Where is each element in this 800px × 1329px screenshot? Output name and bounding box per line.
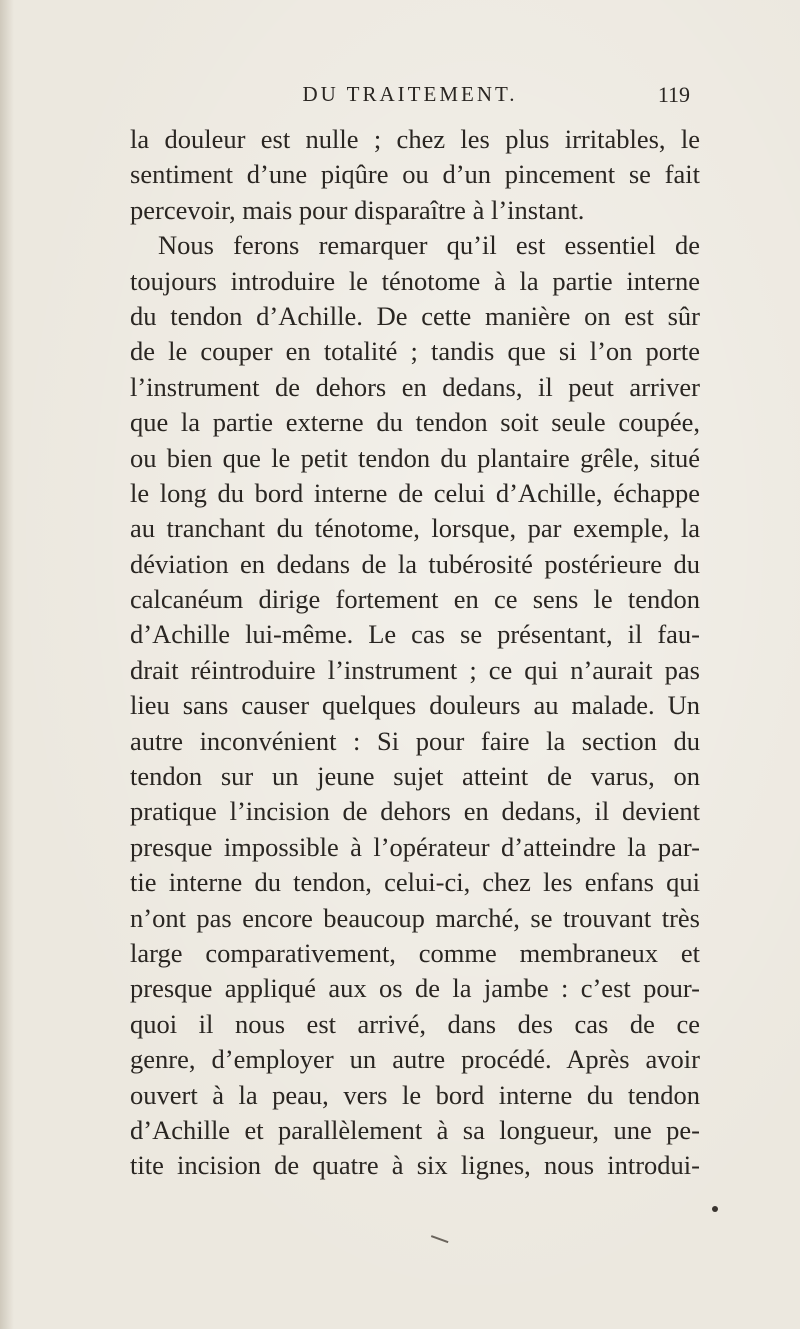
text-line: ouvert à la peau, vers le bord interne du tendon <box>130 1079 700 1110</box>
text-line: genre, d’employer un autre procédé. Après avoir <box>130 1044 700 1075</box>
text-line: tite incision de quatre à six lignes, nous introdui- <box>130 1150 700 1181</box>
text-line: d’Achille lui-même. Le cas se présentant, il fau- <box>130 619 700 650</box>
page-number: 119 <box>657 82 690 107</box>
text-line: déviation en dedans de la tubérosité postérieure du <box>130 548 700 579</box>
text-line: autre inconvénient : Si pour faire la section du <box>130 725 700 756</box>
text-line: tie interne du tendon, celui-ci, chez les enfans qui <box>130 867 700 898</box>
text-line: sentiment d’une piqûre ou d’un pincement se fait <box>130 159 700 190</box>
body-text <box>130 122 700 1184</box>
text-line: du tendon d’Achille. De cette manière on est sûr <box>130 300 700 331</box>
text-line: d’Achille et parallèlement à sa longueur, une pe- <box>130 1114 700 1145</box>
text-line: Nous ferons remarquer qu’il est essentiel de <box>158 230 700 261</box>
text-line: large comparativement, comme membraneux et <box>130 937 700 968</box>
text-line: toujours introduire le ténotome à la partie interne <box>130 265 700 296</box>
text-line: tendon sur un jeune sujet atteint de varus, on <box>130 761 700 792</box>
text-line: drait réintroduire l’instrument ; ce qui n’aurait pas <box>130 654 700 685</box>
text-line: le long du bord interne de celui d’Achille, échappe <box>130 477 700 508</box>
text-line: ou bien que le petit tendon du plantaire grêle, situé <box>130 442 700 473</box>
text-line: n’ont pas encore beaucoup marché, se trouvant très <box>130 902 700 933</box>
ink-stroke <box>430 1235 449 1247</box>
text-line: quoi il nous est arrivé, dans des cas de ce <box>130 1008 700 1039</box>
text-line: au tranchant du ténotome, lorsque, par exemple, la <box>130 513 700 544</box>
text-line: calcanéum dirige fortement en ce sens le tendon <box>130 584 700 615</box>
page-header <box>130 82 690 116</box>
running-head: DU TRAITEMENT. <box>302 82 518 106</box>
page-edge-shadow <box>0 0 14 1329</box>
ink-dot <box>712 1206 718 1212</box>
text-line: presque impossible à l’opérateur d’atteindre la par- <box>130 831 700 862</box>
text-line: que la partie externe du tendon soit seule coupée, <box>130 407 700 438</box>
text-line: lieu sans causer quelques douleurs au malade. Un <box>130 690 700 721</box>
text-line: presque appliqué aux os de la jambe : c’est pour- <box>130 973 700 1004</box>
text-line: la douleur est nulle ; chez les plus irritables, le <box>130 124 700 154</box>
text-line: pratique l’incision de dehors en dedans, il devient <box>130 796 700 827</box>
text-line: percevoir, mais pour disparaître à l’instant. <box>130 194 585 225</box>
text-line: de le couper en totalité ; tandis que si l’on porte <box>130 336 700 367</box>
text-line: l’instrument de dehors en dedans, il peut arriver <box>130 371 700 402</box>
